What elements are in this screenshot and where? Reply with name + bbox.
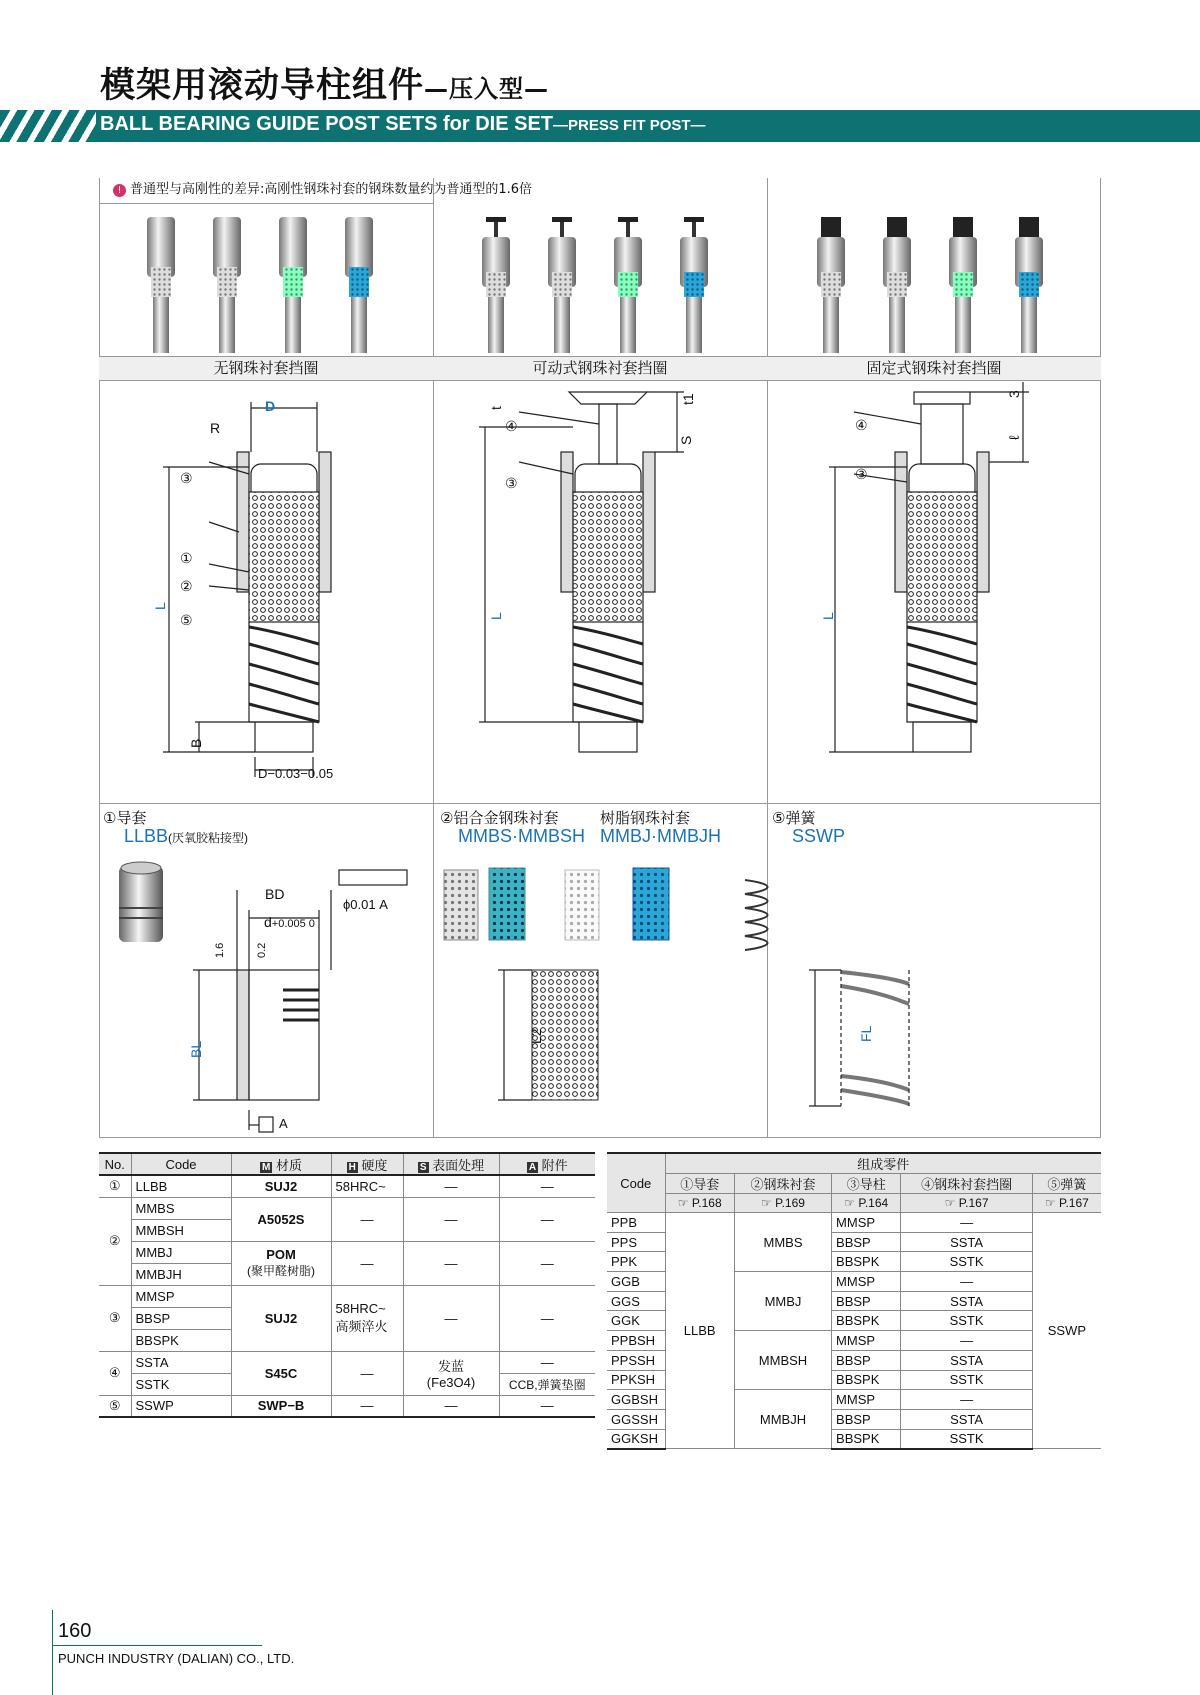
comp-code: GGS — [607, 1291, 665, 1311]
comp-post: BBSP — [832, 1409, 901, 1429]
part-2-label: ②铝合金钢珠衬套 — [440, 809, 559, 827]
mid-divider — [99, 803, 1101, 804]
pom-text: POM — [266, 1247, 296, 1262]
spec-material: SWP−B — [231, 1395, 331, 1417]
footer-hline — [52, 1645, 262, 1646]
comp-ref-text: P.164 — [858, 1196, 889, 1210]
spec-code: MMSP — [131, 1285, 231, 1307]
spec-th-surface — [403, 1153, 499, 1175]
dim-S: S — [678, 435, 694, 445]
comp-code: PPB — [607, 1213, 665, 1233]
comp-post: BBSPK — [832, 1429, 901, 1449]
spec-hardness: — — [331, 1351, 403, 1395]
comp-retainer: — — [901, 1331, 1032, 1351]
comp-post: MMSP — [832, 1272, 901, 1292]
datum-A: A — [279, 1116, 288, 1131]
spec-accessory: — — [499, 1241, 595, 1285]
spec-surface: — — [403, 1395, 499, 1417]
comp-ref-text: P.169 — [775, 1196, 805, 1210]
hardness-note: 高频淬火 — [335, 1319, 388, 1334]
spec-accessory: — — [499, 1197, 595, 1241]
table-row — [99, 1197, 595, 1219]
photo-group-3 — [817, 217, 1043, 353]
comp-post: BBSP — [832, 1350, 901, 1370]
part-2b-code: MMBJ·MMBJH — [600, 826, 721, 846]
table-row — [607, 1213, 1101, 1233]
comp-code: PPKSH — [607, 1370, 665, 1390]
comp-code: GGKSH — [607, 1429, 665, 1449]
dim-BL: BL — [188, 1040, 204, 1058]
spec-code: MMBJH — [131, 1263, 231, 1285]
dim-BD: BD — [265, 886, 285, 902]
comp-post: MMSP — [832, 1390, 901, 1410]
table-row — [99, 1175, 595, 1197]
comp-spring: SSWP — [1032, 1213, 1101, 1449]
photo-group-2 — [482, 217, 708, 353]
comp-th-col3: ③导柱 — [832, 1174, 901, 1194]
dim-L2: L2 — [528, 1028, 544, 1044]
spec-code: LLBB — [131, 1175, 231, 1197]
note-underline — [99, 203, 433, 204]
spec-hardness: — — [331, 1241, 403, 1285]
comp-retainer: SSTA — [901, 1350, 1032, 1370]
comp-code: PPSSH — [607, 1350, 665, 1370]
comp-bushing: MMBJ — [734, 1272, 831, 1331]
caption-no-retainer: 无钢珠衬套挡圈 — [99, 356, 433, 381]
dim-angle-16: 1.6 — [214, 942, 226, 958]
spec-hardness — [331, 1285, 403, 1351]
pom-note: (聚甲醛树脂) — [247, 1264, 315, 1278]
spec-no: ⑤ — [99, 1395, 131, 1417]
spec-no: ② — [99, 1197, 131, 1285]
dim-t1: t1 — [680, 393, 696, 405]
surface-label: 表面处理 — [432, 1157, 485, 1173]
page-title-en — [100, 113, 706, 136]
spec-hardness: — — [331, 1197, 403, 1241]
material-icon: M — [262, 1161, 271, 1173]
flatness-value: ϕ0.01 — [343, 897, 376, 912]
spec-code: MMBSH — [131, 1219, 231, 1241]
dim-d-text: d — [264, 914, 272, 930]
comp-retainer: SSTK — [901, 1429, 1032, 1449]
comp-code: GGB — [607, 1272, 665, 1292]
comp-ref-2[interactable] — [734, 1194, 831, 1213]
dim-L-b: L — [488, 612, 504, 620]
spec-material: SUJ2 — [231, 1175, 331, 1197]
spec-surface: — — [403, 1241, 499, 1285]
comp-code: PPK — [607, 1252, 665, 1272]
dim-t: t — [488, 406, 504, 410]
accessory-label: 附件 — [541, 1157, 568, 1173]
spec-material: A5052S — [231, 1197, 331, 1241]
note-content: 普通型与高刚性的差异:高刚性钢珠衬套的钢珠数量约为普通型的1.6倍 — [130, 182, 533, 197]
comp-post: BBSPK — [832, 1252, 901, 1272]
comp-retainer: — — [901, 1213, 1032, 1233]
spec-material-pom — [231, 1241, 331, 1285]
spec-code: MMBS — [131, 1197, 231, 1219]
spec-th-material — [231, 1153, 331, 1175]
comp-th-group: 组成零件 — [665, 1153, 1101, 1174]
surface-note: (Fe3O4) — [426, 1375, 476, 1390]
comp-retainer: SSTA — [901, 1409, 1032, 1429]
dim-D: D — [265, 398, 276, 414]
spec-surface — [403, 1351, 499, 1395]
marker-3-c: ③ — [855, 466, 868, 482]
part-5-code: SSWP — [792, 826, 846, 846]
spec-code: SSTA — [131, 1351, 231, 1373]
spec-hardness: — — [331, 1395, 403, 1417]
spec-accessory: — — [499, 1351, 595, 1373]
part-1-code — [124, 826, 248, 847]
composition-table — [607, 1152, 1101, 1450]
comp-bushing: MMBSH — [734, 1331, 831, 1390]
dim-flatness — [343, 897, 388, 912]
comp-retainer: — — [901, 1390, 1032, 1410]
accessory-icon: A — [528, 1161, 537, 1173]
comp-post: MMSP — [832, 1213, 901, 1233]
dim-FL: FL — [858, 1025, 874, 1042]
dim-L-c: L — [820, 612, 836, 620]
hardness-text: 58HRC~ — [335, 1301, 386, 1316]
comp-code: GGBSH — [607, 1390, 665, 1410]
comp-ref-text: P.167 — [958, 1196, 989, 1210]
dim-angle-02: 0.2 — [256, 942, 268, 958]
title-hatch — [0, 110, 96, 142]
dim-d — [264, 914, 315, 930]
dim-R: R — [210, 420, 221, 436]
pointer-icon: ☞ — [761, 1196, 776, 1210]
marker-2-a: ② — [180, 578, 193, 594]
photo-group-1 — [147, 217, 373, 353]
spec-material: SUJ2 — [231, 1285, 331, 1351]
part-5-label: ⑤弹簧 — [772, 809, 816, 827]
spec-material: S45C — [231, 1351, 331, 1395]
comp-retainer: SSTK — [901, 1311, 1032, 1331]
comp-guide: LLBB — [665, 1213, 734, 1449]
pointer-icon: ☞ — [944, 1196, 959, 1210]
comp-retainer: SSTA — [901, 1232, 1032, 1252]
spec-surface: — — [403, 1197, 499, 1241]
spec-hardness: 58HRC~ — [331, 1175, 403, 1197]
comp-retainer: SSTK — [901, 1252, 1032, 1272]
note-text — [113, 178, 532, 197]
title-cn-main: 模架用滚动导柱组件 — [100, 66, 425, 106]
dim-B: B — [188, 738, 204, 748]
spec-th-accessory — [499, 1153, 595, 1175]
part-2b-label: 树脂钢珠衬套 — [600, 809, 691, 827]
page-number: 160 — [58, 1620, 92, 1642]
flatness-datum: A — [379, 897, 388, 912]
comp-retainer: SSTA — [901, 1291, 1032, 1311]
spec-table — [99, 1152, 595, 1418]
spec-code: BBSPK — [131, 1329, 231, 1351]
hardness-icon: H — [348, 1161, 356, 1173]
part-1-label: ①导套 — [103, 809, 147, 827]
spec-surface: — — [403, 1285, 499, 1351]
marker-3-a: ③ — [180, 470, 193, 486]
spec-accessory: — — [499, 1285, 595, 1351]
spec-accessory-2: CCB,弹簧垫圈 — [499, 1373, 595, 1395]
marker-5-a: ⑤ — [180, 612, 193, 628]
spec-surface: — — [403, 1175, 499, 1197]
material-label: 材质 — [275, 1157, 302, 1173]
comp-ref-text: P.167 — [1058, 1196, 1089, 1210]
comp-post: BBSP — [832, 1232, 901, 1252]
page-title-cn — [100, 58, 549, 108]
spec-code: SSWP — [131, 1395, 231, 1417]
pointer-icon: ☞ — [844, 1196, 859, 1210]
dim-ell: ℓ — [1006, 435, 1022, 440]
comp-ref-text: P.168 — [691, 1196, 722, 1210]
surface-icon: S — [419, 1161, 427, 1173]
spec-accessory: — — [499, 1395, 595, 1417]
marker-1-a: ① — [180, 550, 193, 566]
marker-4-b: ④ — [505, 418, 518, 434]
warning-icon: ! — [113, 184, 126, 197]
spec-th-no: No. — [99, 1153, 131, 1175]
comp-th-col1: ①导套 — [665, 1174, 734, 1194]
spec-no: ③ — [99, 1285, 131, 1351]
dim-3: 3 — [1006, 390, 1022, 398]
comp-code: GGSSH — [607, 1409, 665, 1429]
spec-th-code: Code — [131, 1153, 231, 1175]
caption-fixed-retainer: 固定式钢珠衬套挡圈 — [767, 356, 1101, 381]
comp-bushing: MMBJH — [734, 1390, 831, 1449]
comp-code: GGK — [607, 1311, 665, 1331]
comp-ref-5[interactable] — [1032, 1194, 1101, 1213]
dim-D-tol: D−0.03−0.05 — [258, 766, 334, 781]
dim-L-a: L — [152, 602, 168, 610]
spec-no: ④ — [99, 1351, 131, 1395]
assembly-drawings — [99, 382, 1101, 802]
caption-movable-retainer: 可动式钢珠衬套挡圈 — [433, 356, 767, 381]
comp-ref-1[interactable] — [665, 1194, 734, 1213]
footer-vline — [52, 1610, 53, 1695]
comp-post: BBSP — [832, 1291, 901, 1311]
comp-post: BBSPK — [832, 1311, 901, 1331]
spec-th-hardness — [331, 1153, 403, 1175]
comp-retainer: SSTK — [901, 1370, 1032, 1390]
company-name: PUNCH INDUSTRY (DALIAN) CO., LTD. — [58, 1651, 295, 1666]
comp-ref-3[interactable] — [832, 1194, 901, 1213]
comp-th-col5: ⑤弹簧 — [1032, 1174, 1101, 1194]
comp-th-code: Code — [607, 1153, 665, 1213]
marker-3-b: ③ — [505, 475, 518, 491]
spec-code: MMBJ — [131, 1241, 231, 1263]
title-en-sub: —PRESS FIT POST— — [553, 117, 706, 134]
table-row — [99, 1395, 595, 1417]
table-row — [99, 1285, 595, 1307]
part-1-code-text: LLBB — [124, 826, 169, 846]
dim-d-tol: +0.005 0 — [271, 918, 315, 930]
product-photos — [99, 205, 1101, 353]
spec-no: ① — [99, 1175, 131, 1197]
title-en-main: BALL BEARING GUIDE POST SETS for DIE SET — [100, 113, 554, 135]
table-row — [99, 1241, 595, 1263]
part-1-note: (厌氧胶粘接型) — [168, 831, 249, 845]
comp-post: BBSPK — [832, 1370, 901, 1390]
comp-th-col4: ④钢珠衬套挡圈 — [901, 1174, 1032, 1194]
hardness-label: 硬度 — [361, 1157, 388, 1173]
comp-code: PPBSH — [607, 1331, 665, 1351]
marker-4-c: ④ — [855, 417, 868, 433]
part-drawings — [99, 850, 1101, 1138]
table-row — [99, 1351, 595, 1373]
part-2-code: MMBS·MMBSH — [458, 826, 585, 846]
comp-ref-4[interactable] — [901, 1194, 1032, 1213]
comp-post: MMSP — [832, 1331, 901, 1351]
pointer-icon: ☞ — [677, 1196, 692, 1210]
spec-accessory: — — [499, 1175, 595, 1197]
spec-code: BBSP — [131, 1307, 231, 1329]
spec-code: SSTK — [131, 1373, 231, 1395]
comp-bushing: MMBS — [734, 1213, 831, 1272]
comp-code: PPS — [607, 1232, 665, 1252]
pointer-icon: ☞ — [1044, 1196, 1059, 1210]
surface-text: 发蓝 — [437, 1359, 464, 1374]
comp-retainer: — — [901, 1272, 1032, 1292]
comp-th-col2: ②钢珠衬套 — [734, 1174, 831, 1194]
title-cn-sub: —压入型— — [424, 75, 550, 103]
